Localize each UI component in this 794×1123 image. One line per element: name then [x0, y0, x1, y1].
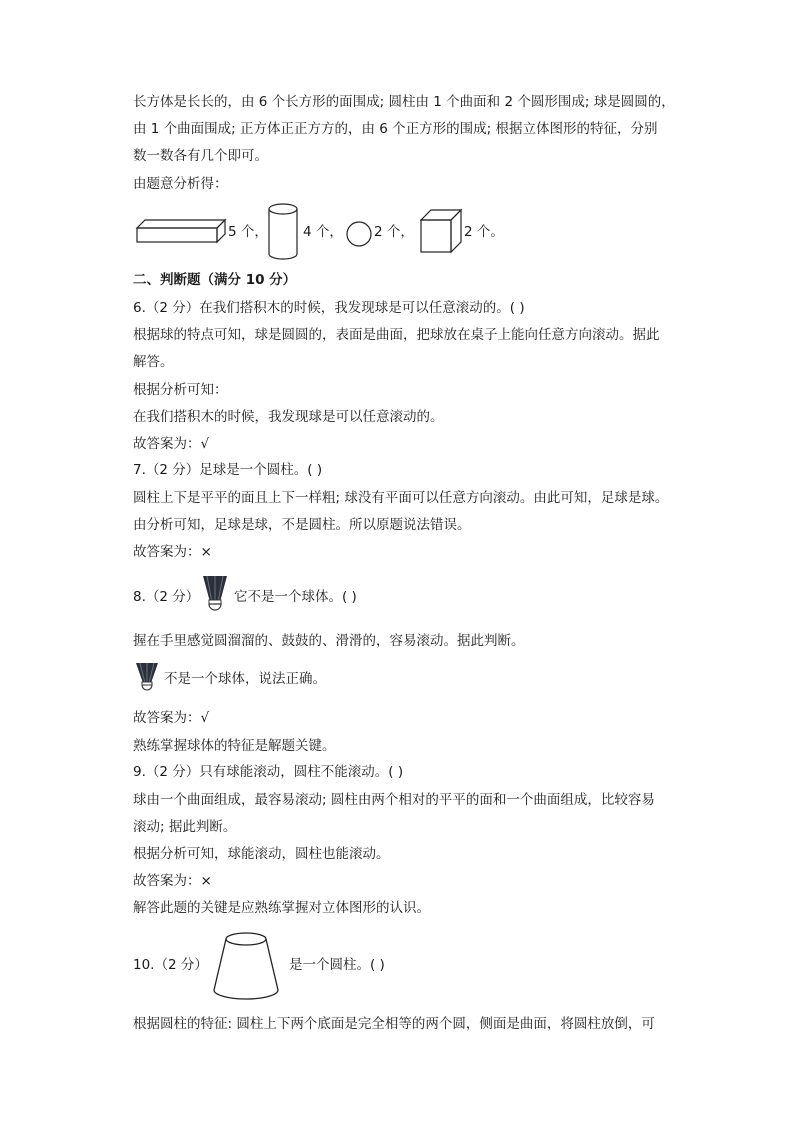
- q6-analysis-3: 根据分析可知：: [133, 382, 228, 398]
- cuboid-icon: [135, 218, 227, 246]
- sphere-icon: [345, 220, 373, 248]
- intro-line-4: 由题意分析得：: [133, 176, 228, 192]
- q9-question: 9.（2 分）只有球能滚动，圆柱不能滚动。( ): [133, 764, 404, 780]
- cylinder-icon: [266, 202, 300, 262]
- q10-question-suffix: 是一个圆柱。( ): [289, 957, 385, 973]
- q6-answer: 故答案为：√: [133, 436, 210, 452]
- intro-line-3: 数一数各有几个即可。: [133, 148, 268, 164]
- q8-note: 熟练掌握球体的特征是解题关键。: [133, 738, 336, 754]
- q6-question: 6.（2 分）在我们搭积木的时候，我发现球是可以任意滚动的。( ): [133, 300, 525, 316]
- q8-question-prefix: 8.（2 分）: [133, 589, 200, 605]
- q10-analysis-1: 根据圆柱的特征: 圆柱上下两个底面是完全相等的两个圆，侧面是曲面，将圆柱放倒，可: [133, 1016, 655, 1032]
- q7-analysis-2: 由分析可知，足球是球，不是圆柱。所以原题说法错误。: [133, 517, 471, 533]
- intro-line-2: 由 1 个曲面围成; 正方体正正方方的，由 6 个正方形的围成; 根据立体图形的特征，分别: [133, 121, 658, 137]
- cube-icon: [419, 208, 465, 256]
- shapes-row: [133, 200, 693, 264]
- q7-analysis-1: 圆柱上下是平平的面且上下一样粗; 球没有平面可以任意方向滚动。由此可知，足球是球。: [133, 490, 669, 506]
- q7-answer: 故答案为：×: [133, 544, 212, 560]
- q8-analysis-1: 握在手里感觉圆溜溜的、鼓鼓的、滑滑的，容易滚动。据此判断。: [133, 633, 525, 649]
- q6-analysis-4: 在我们搭积木的时候，我发现球是可以任意滚动的。: [133, 409, 444, 425]
- q10-question-prefix: 10.（2 分）: [133, 957, 208, 973]
- q9-analysis-1: 球由一个曲面组成，最容易滚动; 圆柱由两个相对的平平的面和一个曲面组成，比较容易: [133, 792, 655, 808]
- cube-count: 2 个。: [464, 224, 504, 240]
- q9-note: 解答此题的关键是应熟练掌握对立体图形的认识。: [133, 900, 430, 916]
- intro-line-1: 长方体是长长的，由 6 个长方形的面围成; 圆柱由 1 个曲面和 2 个圆形围成; 球是圆圆的，: [133, 94, 675, 110]
- shuttlecock-icon: [200, 572, 230, 618]
- section-title: 二、判断题（满分 10 分）: [133, 272, 297, 288]
- q7-question: 7.（2 分）足球是一个圆柱。( ): [133, 462, 323, 478]
- cuboid-count: 5 个，: [228, 224, 268, 240]
- sphere-count: 2 个，: [374, 224, 414, 240]
- q8-question-suffix: 它不是一个球体。( ): [234, 589, 357, 605]
- shuttlecock-icon: [133, 660, 161, 696]
- cylinder-count: 4 个，: [303, 224, 343, 240]
- q9-analysis-2: 滚动; 据此判断。: [133, 819, 237, 835]
- q6-analysis-2: 解答。: [133, 354, 174, 370]
- q9-answer: 故答案为：×: [133, 873, 212, 889]
- frustum-icon: [210, 930, 282, 1002]
- q8-analysis-2: 不是一个球体，说法正确。: [164, 671, 326, 687]
- q9-analysis-3: 根据分析可知，球能滚动，圆柱也能滚动。: [133, 846, 390, 862]
- q6-analysis-1: 根据球的特点可知，球是圆圆的，表面是曲面，把球放在桌子上能向任意方向滚动。据此: [133, 327, 660, 343]
- q8-answer: 故答案为：√: [133, 710, 210, 726]
